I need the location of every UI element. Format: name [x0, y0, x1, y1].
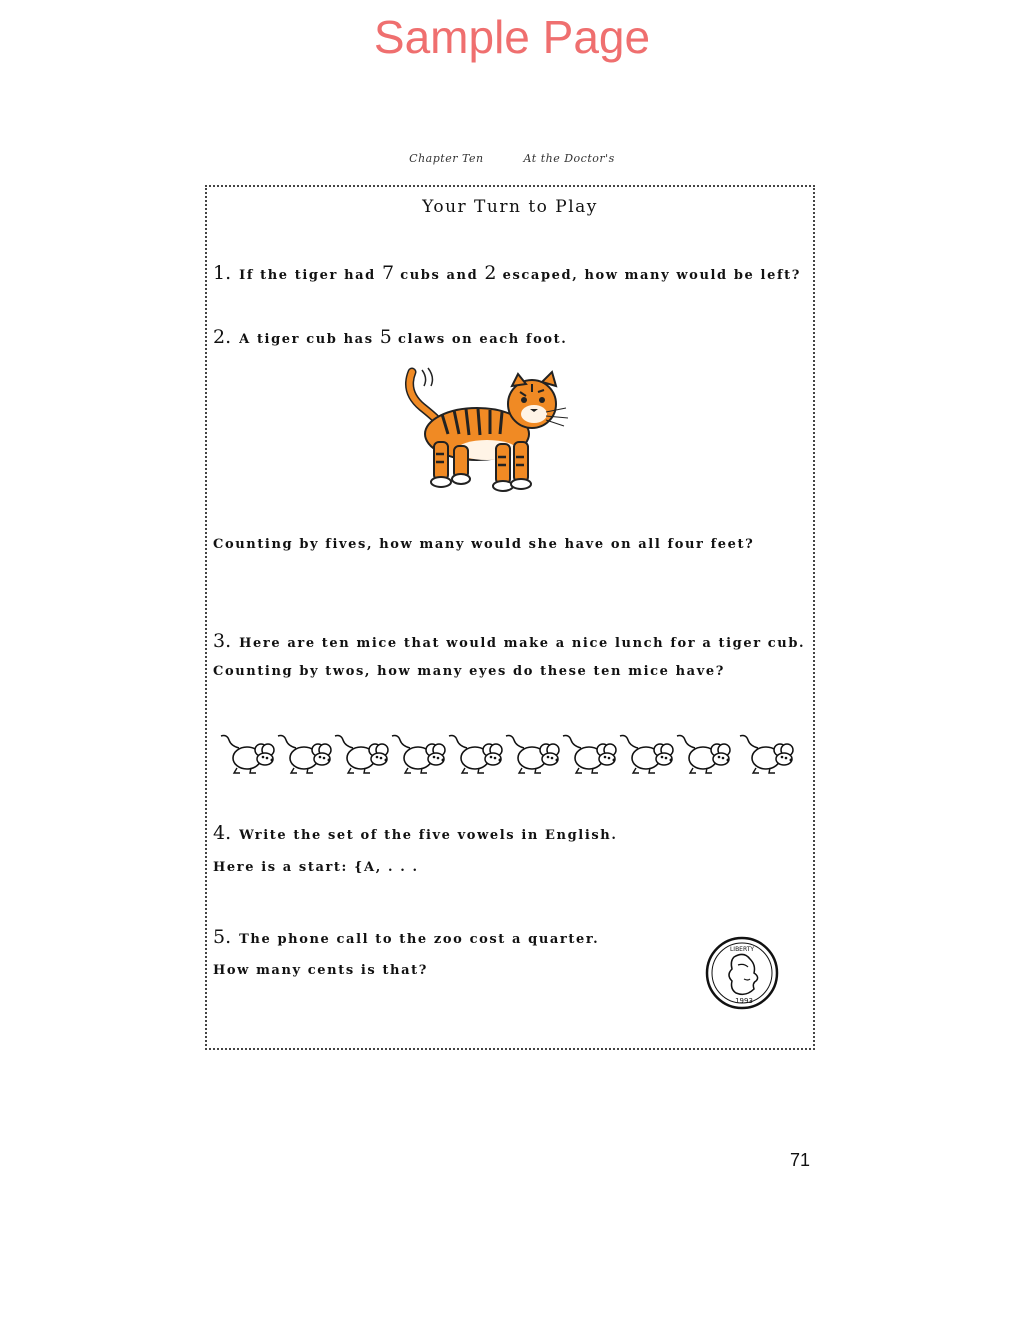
activity-box — [205, 185, 815, 1050]
question-number: 3. — [213, 630, 232, 652]
mouse-icon — [217, 732, 279, 776]
page-number: 71 — [790, 1150, 811, 1170]
question-number: 4. — [213, 822, 232, 844]
mouse-icon — [502, 732, 564, 776]
mouse-icon — [274, 732, 336, 776]
tiger-cub-icon — [392, 362, 582, 497]
quarter-coin-icon — [704, 935, 780, 1011]
svg-text:LIBERTY: LIBERTY — [729, 946, 755, 953]
section-label: At the Doctor's — [523, 152, 615, 165]
mice-row — [217, 732, 807, 782]
question-1: 1. If the tiger had 7 cubs and 2 escaped, how many would be left? — [213, 262, 801, 284]
running-head — [0, 152, 1024, 165]
sample-page-watermark: Sample Page — [373, 11, 651, 63]
question-3: 3. Here are ten mice that would make a nice lunch for a tiger cub. Counting by twos, how many eyes do these ten mice have? — [213, 630, 806, 679]
question-number: 5. — [213, 926, 232, 948]
question-number: 2. — [213, 326, 232, 348]
mouse-icon — [331, 732, 393, 776]
question-5: 5. The phone call to the zoo cost a quarter. How many cents is that? — [213, 926, 600, 978]
mouse-icon — [559, 732, 621, 776]
question-2: 2. A tiger cub has 5 claws on each foot. — [213, 326, 568, 348]
mouse-icon — [388, 732, 450, 776]
mouse-icon — [445, 732, 507, 776]
box-title: Your Turn to Play — [422, 197, 598, 217]
svg-text:1993: 1993 — [735, 997, 753, 1005]
chapter-label: Chapter Ten — [409, 152, 484, 165]
mouse-icon — [673, 732, 735, 776]
question-number: 1. — [213, 262, 232, 284]
mouse-icon — [736, 732, 798, 776]
question-2-counting: Counting by fives, how many would she have on all four feet? — [213, 537, 755, 552]
mouse-icon — [616, 732, 678, 776]
question-4: 4. Write the set of the five vowels in English. Here is a start: {A, . . . — [213, 822, 618, 875]
